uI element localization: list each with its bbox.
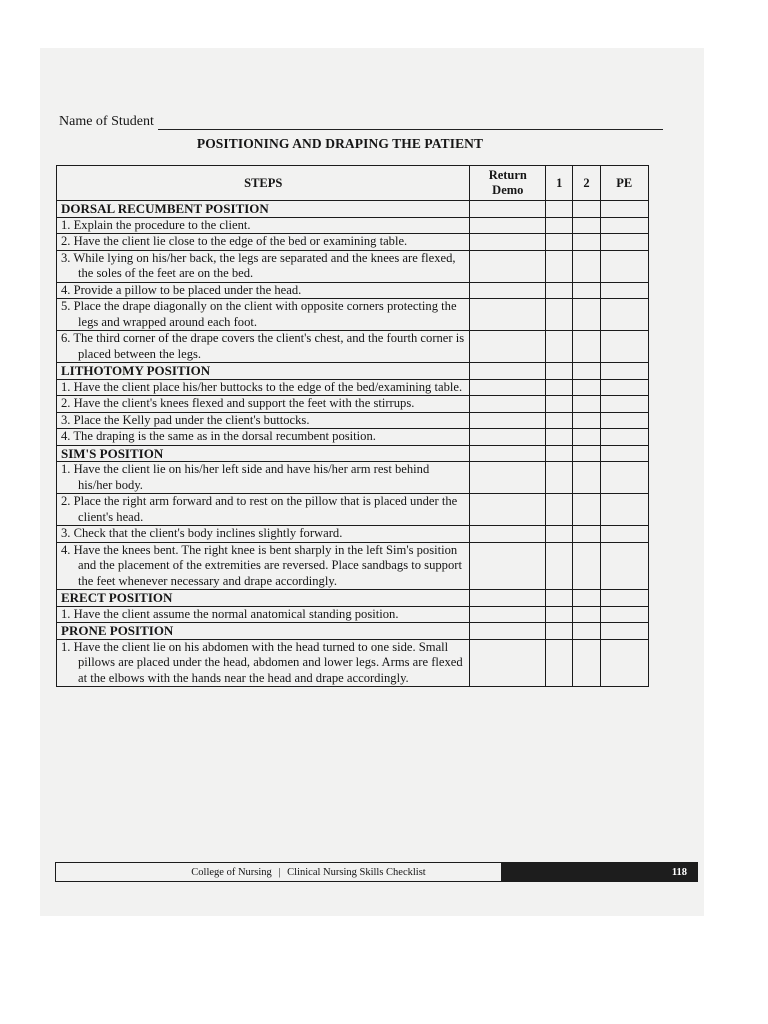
step-row — [57, 379, 649, 396]
section-title: PRONE POSITION — [57, 623, 470, 640]
step-cell — [57, 299, 470, 331]
section-row — [57, 590, 649, 607]
score-cell[interactable] — [470, 606, 546, 623]
score-cell[interactable] — [470, 379, 546, 396]
column-header-pe: PE — [600, 166, 648, 201]
score-cell[interactable] — [546, 379, 573, 396]
step-text: 1. Have the client lie on his/her left side and have his/her arm rest behind his/her body. — [61, 462, 430, 492]
score-cell[interactable] — [546, 494, 573, 526]
score-cell[interactable] — [470, 282, 546, 299]
step-text: 3. Place the Kelly pad under the client's buttocks. — [61, 412, 310, 427]
score-cell[interactable] — [600, 445, 648, 462]
section-row — [57, 363, 649, 380]
score-cell[interactable] — [470, 623, 546, 640]
step-row — [57, 250, 649, 282]
step-text: 2. Have the client's knees flexed and support the feet with the stirrups. — [61, 396, 415, 410]
footer-checklist-name: Clinical Nursing Skills Checklist — [287, 866, 426, 878]
student-name-line — [59, 110, 663, 130]
step-row — [57, 639, 649, 687]
score-cell[interactable] — [573, 396, 600, 413]
score-cell[interactable] — [573, 623, 600, 640]
step-row — [57, 606, 649, 623]
step-text: 6. The third corner of the drape covers the client's chest, and the fourth corner is placed between the legs. — [61, 331, 465, 361]
step-row — [57, 429, 649, 446]
score-cell[interactable] — [600, 331, 648, 363]
step-cell — [57, 396, 470, 413]
step-row — [57, 462, 649, 494]
score-cell[interactable] — [573, 217, 600, 234]
score-cell[interactable] — [546, 250, 573, 282]
step-row — [57, 412, 649, 429]
step-cell — [57, 639, 470, 687]
step-cell — [57, 412, 470, 429]
score-cell[interactable] — [546, 526, 573, 543]
step-text: 4. Provide a pillow to be placed under the head. — [61, 282, 302, 297]
score-cell[interactable] — [470, 331, 546, 363]
score-cell[interactable] — [546, 623, 573, 640]
score-cell[interactable] — [600, 379, 648, 396]
step-text: 3. While lying on his/her back, the legs are separated and the knees are flexed, the soles of the feet are on the bed. — [61, 250, 456, 280]
skills-checklist-table — [56, 165, 649, 687]
score-cell[interactable] — [600, 217, 648, 234]
score-cell[interactable] — [573, 590, 600, 607]
score-cell[interactable] — [546, 234, 573, 251]
score-cell[interactable] — [470, 542, 546, 590]
score-cell[interactable] — [573, 462, 600, 494]
student-name-blank — [158, 115, 663, 130]
section-title: LITHOTOMY POSITION — [57, 363, 470, 380]
section-title: DORSAL RECUMBENT POSITION — [57, 201, 470, 218]
score-cell[interactable] — [470, 526, 546, 543]
score-cell[interactable] — [600, 590, 648, 607]
score-cell[interactable] — [470, 234, 546, 251]
score-cell[interactable] — [573, 494, 600, 526]
score-cell[interactable] — [470, 299, 546, 331]
footer-college: College of Nursing — [191, 866, 272, 878]
score-cell[interactable] — [546, 542, 573, 590]
step-text: 1. Explain the procedure to the client. — [61, 217, 251, 232]
table-body — [57, 201, 649, 687]
score-cell[interactable] — [470, 494, 546, 526]
score-cell[interactable] — [600, 412, 648, 429]
score-cell[interactable] — [546, 590, 573, 607]
score-cell[interactable] — [546, 201, 573, 218]
step-text: 5. Place the drape diagonally on the client with opposite corners protecting the legs and wrapped around each foot. — [61, 299, 457, 329]
step-text: 4. Have the knees bent. The right knee is bent sharply in the left Sim's position and the placement of the extremities are reversed. Place sandbags to support the feet whenever necessary and drape accordingly. — [61, 542, 462, 588]
step-cell — [57, 331, 470, 363]
step-cell — [57, 234, 470, 251]
score-cell[interactable] — [600, 623, 648, 640]
step-text: 1. Have the client lie on his abdomen with the head turned to one side. Small pillows are placed under the head, abdomen and lower legs. Arms are flexed at the elbows with the hands near the head and drape accordingly. — [61, 639, 463, 685]
footer-text — [56, 867, 501, 878]
step-text: 3. Check that the client's body inclines slightly forward. — [61, 526, 343, 540]
page-number: 118 — [501, 863, 697, 881]
score-cell[interactable] — [600, 201, 648, 218]
step-cell — [57, 494, 470, 526]
score-cell[interactable] — [573, 282, 600, 299]
score-cell[interactable] — [573, 379, 600, 396]
score-cell[interactable] — [546, 363, 573, 380]
step-row — [57, 396, 649, 413]
score-cell[interactable] — [470, 429, 546, 446]
score-cell[interactable] — [573, 363, 600, 380]
step-text: 1. Have the client assume the normal anatomical standing position. — [61, 606, 399, 621]
section-row — [57, 445, 649, 462]
score-cell[interactable] — [573, 542, 600, 590]
score-cell[interactable] — [573, 526, 600, 543]
step-row — [57, 299, 649, 331]
score-cell[interactable] — [470, 396, 546, 413]
step-cell — [57, 379, 470, 396]
score-cell[interactable] — [573, 639, 600, 687]
step-row — [57, 234, 649, 251]
footer-separator: | — [278, 866, 281, 878]
column-header-return-demo: Return Demo — [470, 166, 546, 201]
score-cell[interactable] — [470, 250, 546, 282]
score-cell[interactable] — [600, 429, 648, 446]
score-cell[interactable] — [546, 299, 573, 331]
section-title: SIM'S POSITION — [57, 445, 470, 462]
score-cell[interactable] — [573, 234, 600, 251]
score-cell[interactable] — [546, 462, 573, 494]
score-cell[interactable] — [573, 429, 600, 446]
score-cell[interactable] — [470, 445, 546, 462]
section-title: ERECT POSITION — [57, 590, 470, 607]
step-row — [57, 331, 649, 363]
step-text: 2. Place the right arm forward and to rest on the pillow that is placed under the client's head. — [61, 494, 458, 524]
score-cell[interactable] — [600, 639, 648, 687]
score-cell[interactable] — [470, 639, 546, 687]
score-cell[interactable] — [573, 331, 600, 363]
score-cell[interactable] — [600, 542, 648, 590]
score-cell[interactable] — [573, 201, 600, 218]
column-header-2: 2 — [573, 166, 600, 201]
score-cell[interactable] — [470, 462, 546, 494]
step-row — [57, 526, 649, 543]
score-cell[interactable] — [470, 590, 546, 607]
step-row — [57, 542, 649, 590]
score-cell[interactable] — [470, 201, 546, 218]
score-cell[interactable] — [573, 299, 600, 331]
step-cell — [57, 217, 470, 234]
step-cell — [57, 606, 470, 623]
score-cell[interactable] — [470, 412, 546, 429]
step-cell — [57, 429, 470, 446]
score-cell[interactable] — [546, 445, 573, 462]
score-cell[interactable] — [546, 639, 573, 687]
step-cell — [57, 250, 470, 282]
score-cell[interactable] — [600, 363, 648, 380]
table-header-row — [57, 166, 649, 201]
score-cell[interactable] — [573, 606, 600, 623]
score-cell[interactable] — [546, 412, 573, 429]
score-cell[interactable] — [546, 282, 573, 299]
score-cell[interactable] — [600, 250, 648, 282]
score-cell[interactable] — [600, 299, 648, 331]
score-cell[interactable] — [573, 250, 600, 282]
page-footer — [55, 862, 698, 882]
score-cell[interactable] — [600, 396, 648, 413]
score-cell[interactable] — [546, 606, 573, 623]
score-cell[interactable] — [573, 445, 600, 462]
step-cell — [57, 282, 470, 299]
score-cell[interactable] — [600, 606, 648, 623]
score-cell[interactable] — [573, 412, 600, 429]
step-text: 2. Have the client lie close to the edge of the bed or examining table. — [61, 234, 408, 248]
score-cell[interactable] — [600, 494, 648, 526]
score-cell[interactable] — [470, 217, 546, 234]
score-cell[interactable] — [600, 462, 648, 494]
column-header-steps: STEPS — [57, 166, 470, 201]
column-header-1: 1 — [546, 166, 573, 201]
step-cell — [57, 462, 470, 494]
score-cell[interactable] — [546, 217, 573, 234]
step-cell — [57, 542, 470, 590]
student-name-label: Name of Student — [59, 114, 154, 129]
score-cell[interactable] — [546, 429, 573, 446]
step-text: 1. Have the client place his/her buttocks to the edge of the bed/examining table. — [61, 379, 463, 394]
section-row — [57, 201, 649, 218]
step-row — [57, 282, 649, 299]
step-text: 4. The draping is the same as in the dorsal recumbent position. — [61, 429, 376, 443]
score-cell[interactable] — [600, 234, 648, 251]
step-row — [57, 217, 649, 234]
score-cell[interactable] — [470, 363, 546, 380]
section-row — [57, 623, 649, 640]
page-title: POSITIONING AND DRAPING THE PATIENT — [196, 136, 484, 151]
step-row — [57, 494, 649, 526]
score-cell[interactable] — [600, 282, 648, 299]
score-cell[interactable] — [546, 331, 573, 363]
score-cell[interactable] — [600, 526, 648, 543]
score-cell[interactable] — [546, 396, 573, 413]
step-cell — [57, 526, 470, 543]
